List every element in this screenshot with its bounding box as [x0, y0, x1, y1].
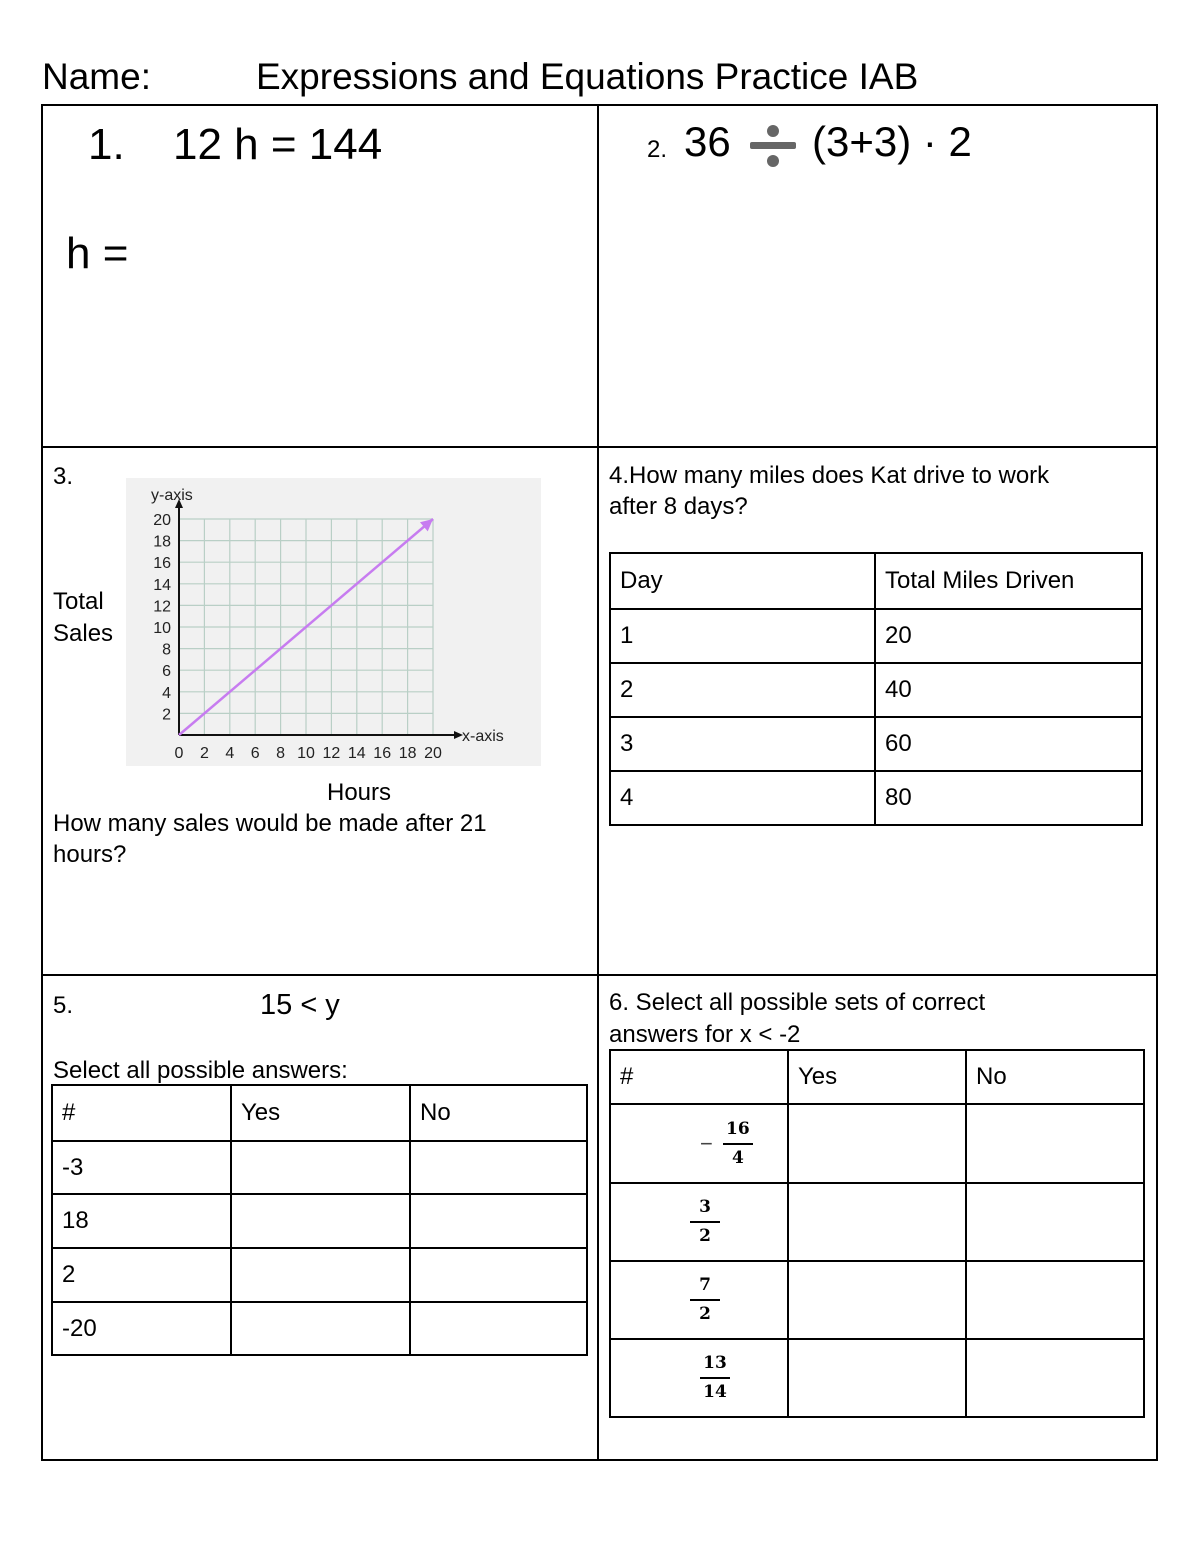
yes-checkbox-cell[interactable]: [231, 1302, 410, 1355]
q1-answer-prompt: h =: [66, 229, 129, 278]
x-tick-label: 12: [322, 745, 341, 762]
day-cell: 4: [610, 771, 875, 825]
x-tick-label: 14: [347, 745, 366, 762]
miles-cell: 20: [875, 609, 1142, 663]
y-tick-label: 10: [153, 620, 171, 637]
day-cell: 2: [610, 663, 875, 717]
q5-answer-table: [51, 1084, 588, 1356]
no-checkbox-cell[interactable]: [966, 1104, 1144, 1183]
table-row: [52, 1141, 587, 1194]
q2-expr-right: (3+3) · 2: [812, 118, 972, 165]
yes-checkbox-cell[interactable]: [231, 1141, 410, 1194]
yes-checkbox-cell[interactable]: [231, 1194, 410, 1248]
q6-question-line2: answers for x < -2: [609, 1021, 801, 1048]
x-tick-label: 8: [276, 745, 286, 762]
table-row: [610, 717, 1142, 771]
denominator: 4: [731, 1147, 744, 1168]
denominator: 2: [699, 1226, 711, 1246]
denominator: 2: [699, 1304, 711, 1324]
fraction-cell: [610, 1104, 788, 1183]
no-checkbox-cell[interactable]: [410, 1248, 587, 1302]
miles-table: [609, 552, 1143, 826]
x-tick-label: 16: [373, 745, 392, 762]
table-row: [52, 1302, 587, 1355]
q5-inequality: 15 < y: [260, 989, 340, 1021]
fraction-cell: [610, 1261, 788, 1339]
miles-cell: 60: [875, 717, 1142, 771]
yes-checkbox-cell[interactable]: [788, 1183, 966, 1261]
x-tick-label: 20: [424, 745, 442, 762]
q6-question-line1: 6. Select all possible sets of correct: [609, 989, 986, 1016]
numerator: 7: [699, 1275, 711, 1295]
no-checkbox-cell[interactable]: [966, 1339, 1144, 1417]
miles-cell: 40: [875, 663, 1142, 717]
table-header-row: [610, 553, 1142, 609]
value-cell: -3: [52, 1141, 231, 1194]
worksheet-title: Expressions and Equations Practice IAB: [256, 56, 919, 97]
q2-number: 2.: [647, 136, 668, 163]
header-no: No: [966, 1050, 1144, 1104]
day-cell: 3: [610, 717, 875, 771]
grid-divider-row-1: [41, 446, 1158, 448]
q1-equation: 12 h = 144: [173, 120, 383, 169]
header-number: #: [52, 1085, 231, 1141]
q3-xlabel: Hours: [327, 779, 392, 806]
y-tick-label: 6: [162, 663, 171, 681]
q2-expr-left: 36: [684, 118, 731, 165]
table-row: [610, 1339, 1144, 1417]
header-yes: Yes: [788, 1050, 966, 1104]
header-no: No: [410, 1085, 587, 1141]
minus-sign: −: [700, 1130, 713, 1156]
table-row: [610, 1261, 1144, 1339]
fraction: [700, 1354, 730, 1402]
header-number: #: [610, 1050, 788, 1104]
numerator: 3: [699, 1197, 711, 1217]
header-total-miles: Total Miles Driven: [875, 553, 1142, 609]
table-row: [610, 663, 1142, 717]
table-row: [52, 1248, 587, 1302]
division-sign-icon: [748, 124, 798, 168]
no-checkbox-cell[interactable]: [410, 1302, 587, 1355]
q6-answer-table: [609, 1049, 1145, 1418]
y-tick-label: 20: [153, 512, 171, 529]
grid-divider-vertical: [597, 104, 599, 1461]
q4-question-line2: after 8 days?: [609, 493, 748, 520]
q4-question-line1: 4.How many miles does Kat drive to work: [609, 462, 1050, 489]
no-checkbox-cell[interactable]: [410, 1194, 587, 1248]
table-header-row: [610, 1050, 1144, 1104]
x-tick-label: 18: [398, 745, 417, 762]
fraction-cell: [610, 1183, 788, 1261]
x-tick-label: 2: [199, 745, 209, 762]
fraction: [690, 1276, 720, 1324]
y-tick-label: 8: [162, 641, 171, 659]
yes-checkbox-cell[interactable]: [231, 1248, 410, 1302]
table-row: [610, 1183, 1144, 1261]
no-checkbox-cell[interactable]: [410, 1141, 587, 1194]
y-tick-label: 18: [153, 533, 171, 551]
header-yes: Yes: [231, 1085, 410, 1141]
denominator: 14: [703, 1382, 727, 1402]
q5-number: 5.: [53, 992, 74, 1019]
no-checkbox-cell[interactable]: [966, 1261, 1144, 1339]
q1-number: 1.: [88, 120, 125, 169]
day-cell: 1: [610, 609, 875, 663]
grid-divider-row-2: [41, 974, 1158, 976]
q3-question: How many sales would be made after 21: [53, 810, 487, 837]
y-axis-title: y-axis: [151, 487, 193, 504]
value-cell: -20: [52, 1302, 231, 1355]
x-tick-label: 0: [174, 745, 184, 762]
numerator: 16: [726, 1118, 750, 1139]
header-day: Day: [610, 553, 875, 609]
value-cell: 2: [52, 1248, 231, 1302]
yes-checkbox-cell[interactable]: [788, 1104, 966, 1183]
q3-number: 3.: [53, 463, 74, 490]
value-cell: 18: [52, 1194, 231, 1248]
x-tick-label: 4: [225, 745, 235, 762]
y-tick-label: 14: [153, 576, 171, 594]
y-tick-label: 16: [153, 555, 171, 573]
x-tick-label: 10: [297, 745, 315, 762]
q3-ylabel-line1: Total: [53, 588, 104, 615]
table-row: [52, 1194, 587, 1248]
fraction: [723, 1120, 753, 1168]
name-label: Name:: [42, 56, 151, 97]
x-tick-label: 6: [250, 745, 260, 762]
table-row: [610, 1104, 1144, 1183]
miles-cell: 80: [875, 771, 1142, 825]
x-axis-title: x-axis: [462, 728, 504, 745]
q3-ylabel-line2: Sales: [53, 620, 114, 647]
q3-question-cont: hours?: [53, 841, 127, 868]
y-tick-label: 4: [162, 684, 171, 702]
fraction: [690, 1198, 720, 1246]
table-row: [610, 609, 1142, 663]
y-tick-label: 12: [153, 598, 171, 616]
yes-checkbox-cell[interactable]: [788, 1261, 966, 1339]
table-row: [610, 771, 1142, 825]
y-tick-label: 2: [162, 706, 171, 724]
numerator: 13: [703, 1353, 727, 1373]
yes-checkbox-cell[interactable]: [788, 1339, 966, 1417]
sales-line-chart: [126, 478, 541, 766]
no-checkbox-cell[interactable]: [966, 1183, 1144, 1261]
fraction-cell: [610, 1339, 788, 1417]
table-header-row: [52, 1085, 587, 1141]
q5-instruction: Select all possible answers:: [53, 1057, 348, 1084]
